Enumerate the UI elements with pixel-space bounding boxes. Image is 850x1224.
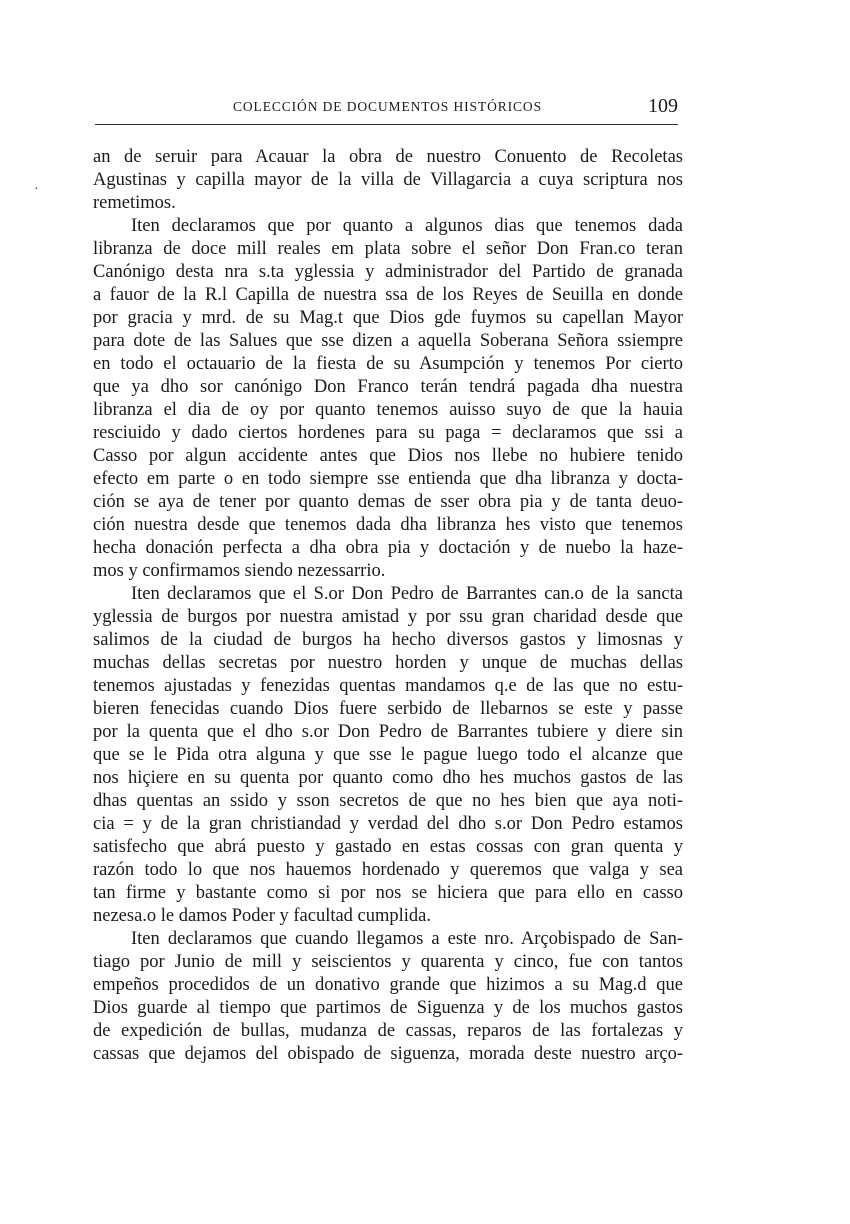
text-line: Iten declaramos que cuando llegamos a este nro. Arçobispado de San-: [131, 929, 683, 949]
text-line: tan firme y bastante como si por nos se hiciera que para ello en casso: [93, 883, 683, 903]
text-line: para dote de las Salues que sse dizen a aquella Soberana Señora ssiempre: [93, 331, 683, 351]
header-rule: [95, 124, 678, 125]
text-line: que ya dho sor canónigo Don Franco terán tendrá pagada dha nuestra: [93, 377, 683, 397]
text-line: Iten declaramos que por quanto a algunos dias que tenemos dada: [131, 216, 683, 236]
text-line: remetimos.: [93, 193, 176, 213]
text-line: Casso por algun accidente antes que Dios nos llebe no hubiere tenido: [93, 446, 683, 466]
text-line: que se le Pida otra alguna y que sse le pague luego todo el alcanze que: [93, 745, 683, 765]
text-line: nezesa.o le damos Poder y facultad cumplida.: [93, 906, 432, 926]
text-line: por gracia y mrd. de su Mag.t que Dios gde fuymos su capellan Mayor: [93, 308, 683, 328]
text-line: ción nuestra desde que tenemos dada dha libranza hes visto que tenemos: [93, 515, 683, 535]
text-line: tiago por Junio de mill y seiscientos y quarenta y cinco, fue con tantos: [93, 952, 683, 972]
text-line: cassas que dejamos del obispado de siguenza, morada deste nuestro arço-: [93, 1044, 683, 1064]
text-line: razón todo lo que nos hauemos hordenado y queremos que valga y sea: [93, 860, 683, 880]
text-line: empeños procedidos de un donativo grande que hizimos a su Mag.d que: [93, 975, 683, 995]
text-line: cia = y de la gran christiandad y verdad del dho s.or Don Pedro estamos: [93, 814, 683, 834]
page-number: 109: [648, 95, 678, 117]
text-line: en todo el octauario de la fiesta de su Asumpción y tenemos Por cierto: [93, 354, 683, 374]
text-line: Agustinas y capilla mayor de la villa de Villagarcia a cuya scriptura nos: [93, 170, 683, 190]
body-text: [93, 146, 683, 1066]
text-line: resciuido y dado ciertos hordenes para su paga = declaramos que ssi a: [93, 423, 683, 443]
text-line: dhas quentas an ssido y sson secretos de que no hes bien que aya noti-: [93, 791, 683, 811]
text-line: Dios guarde al tiempo que partimos de Siguenza y de los muchos gastos: [93, 998, 683, 1018]
text-line: bieren fenecidas cuando Dios fuere serbido de llebarnos se este y passe: [93, 699, 683, 719]
text-line: de expedición de bullas, mudanza de cassas, reparos de las fortalezas y: [93, 1021, 683, 1041]
text-line: efecto em parte o en todo siempre sse entienda que dha libranza y docta-: [93, 469, 683, 489]
text-line: libranza de doce mill reales em plata sobre el señor Don Fran.co teran: [93, 239, 683, 259]
text-line: mos y confirmamos siendo nezessarrio.: [93, 561, 386, 581]
text-line: Iten declaramos que el S.or Don Pedro de Barrantes can.o de la sancta: [131, 584, 683, 604]
margin-mark: ·: [34, 182, 39, 197]
text-line: yglessia de burgos por nuestra amistad y por ssu gran charidad desde que: [93, 607, 683, 627]
text-line: libranza el dia de oy por quanto tenemos auisso suyo de que la hauia: [93, 400, 683, 420]
text-line: satisfecho que abrá puesto y gastado en estas cossas con gran quenta y: [93, 837, 683, 857]
text-line: nos hiçiere en su quenta por quanto como dho hes muchos gastos de las: [93, 768, 683, 788]
running-header: [95, 95, 680, 119]
text-line: tenemos ajustadas y fenezidas quentas mandamos q.e de las que no estu-: [93, 676, 683, 696]
running-title: COLECCIÓN DE DOCUMENTOS HISTÓRICOS: [233, 99, 542, 114]
text-line: salimos de la ciudad de burgos ha hecho diversos gastos y limosnas y: [93, 630, 683, 650]
text-line: a fauor de la R.l Capilla de nuestra ssa de los Reyes de Seuilla en donde: [93, 285, 683, 305]
text-line: ción se aya de tener por quanto demas de sser obra pia y de tanta deuo-: [93, 492, 683, 512]
text-line: muchas dellas secretas por nuestro horden y unque de muchas dellas: [93, 653, 683, 673]
text-line: por la quenta que el dho s.or Don Pedro de Barrantes tubiere y diere sin: [93, 722, 683, 742]
text-line: hecha donación perfecta a dha obra pia y doctación y de nuebo la haze-: [93, 538, 683, 558]
text-line: an de seruir para Acauar la obra de nuestro Conuento de Recoletas: [93, 147, 683, 167]
text-line: Canónigo desta nra s.ta yglessia y administrador del Partido de granada: [93, 262, 683, 282]
